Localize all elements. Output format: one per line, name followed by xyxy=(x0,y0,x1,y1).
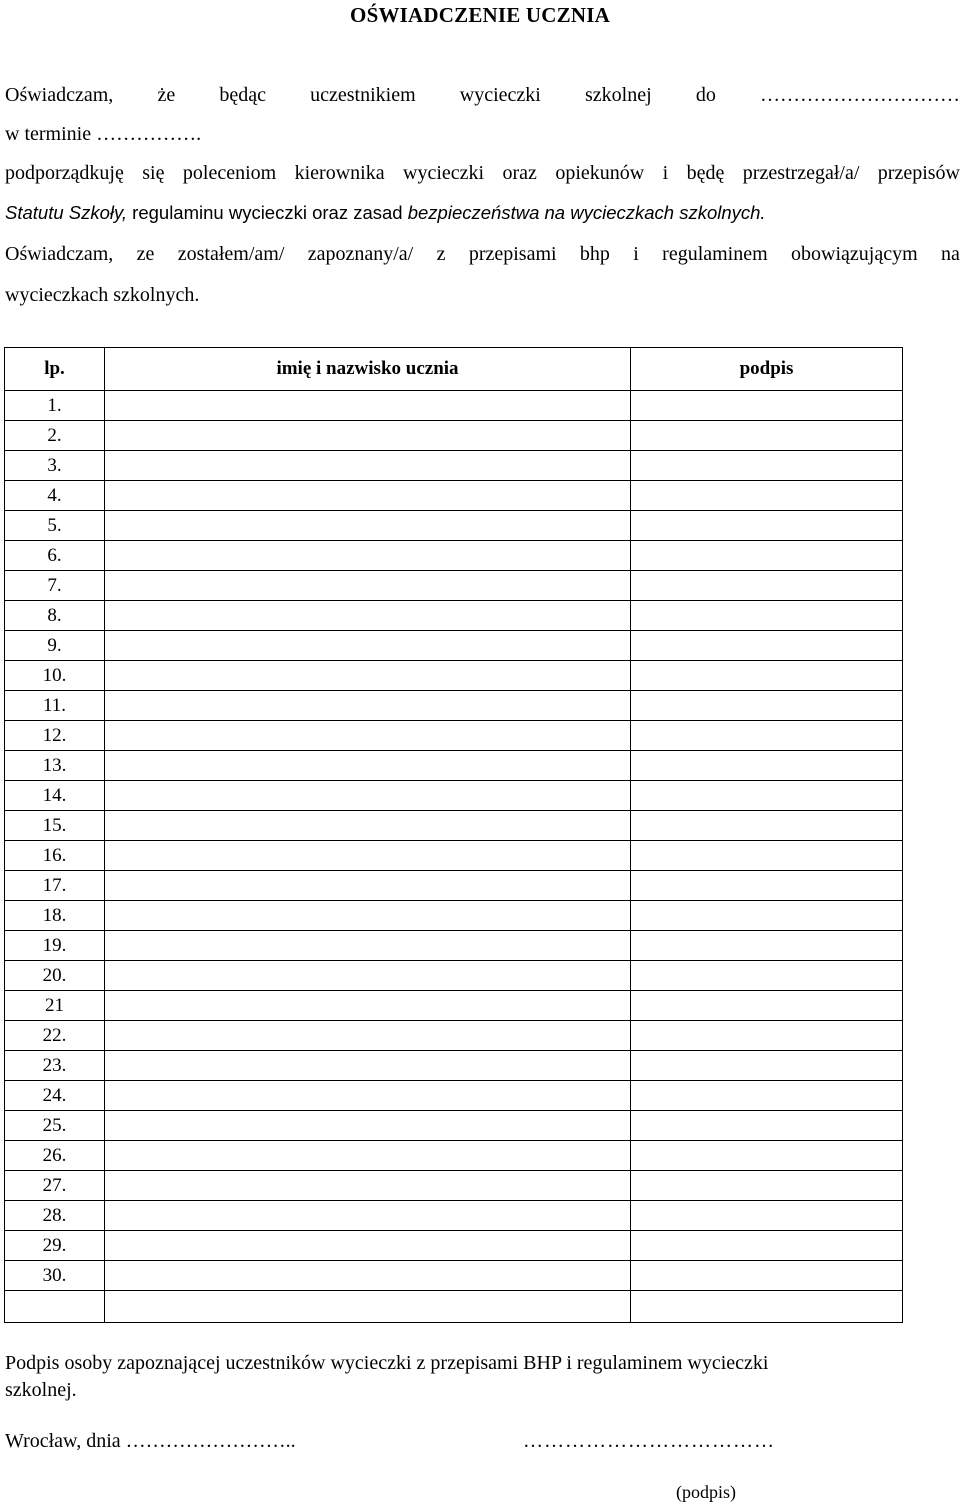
student-name-cell xyxy=(105,541,631,571)
row-number: 19. xyxy=(5,931,105,961)
student-name-cell xyxy=(105,691,631,721)
p2-word: bhp xyxy=(579,243,610,265)
table-row xyxy=(5,1291,903,1323)
row-number: 11. xyxy=(5,691,105,721)
student-signature-cell xyxy=(631,1081,903,1111)
table-row xyxy=(5,421,903,451)
p2-word: regulaminem xyxy=(662,243,768,265)
student-signature-cell xyxy=(631,511,903,541)
p2-word: ze xyxy=(136,243,155,265)
row-number: 21 xyxy=(5,991,105,1021)
student-name-cell xyxy=(105,481,631,511)
table-row xyxy=(5,451,903,481)
signature-intro: Podpis osoby zapoznającej uczestników wycieczki z przepisami BHP i regulaminem wycieczki szkolnej. xyxy=(5,1352,769,1401)
table-row xyxy=(5,1111,903,1141)
row-number: 18. xyxy=(5,901,105,931)
table-row xyxy=(5,901,903,931)
row-number: 24. xyxy=(5,1081,105,1111)
table-row xyxy=(5,1021,903,1051)
p1-word: do xyxy=(695,84,716,106)
student-name-cell xyxy=(105,931,631,961)
table-row xyxy=(5,1171,903,1201)
student-signature-cell xyxy=(631,1141,903,1171)
student-signature-cell xyxy=(631,1231,903,1261)
student-signature-cell xyxy=(631,901,903,931)
student-name-cell xyxy=(105,901,631,931)
student-signature-cell xyxy=(631,1171,903,1201)
student-signature-cell xyxy=(631,931,903,961)
student-signature-cell xyxy=(631,1291,903,1323)
table-row xyxy=(5,601,903,631)
student-signature-cell xyxy=(631,1111,903,1141)
row-number: 1. xyxy=(5,391,105,421)
student-signature-cell xyxy=(631,871,903,901)
student-signature-cell xyxy=(631,451,903,481)
student-name-cell xyxy=(105,721,631,751)
student-name-cell xyxy=(105,421,631,451)
row-number: 7. xyxy=(5,571,105,601)
student-name-cell xyxy=(105,1051,631,1081)
student-signature-cell xyxy=(631,721,903,751)
student-name-cell xyxy=(105,451,631,481)
row-number: 5. xyxy=(5,511,105,541)
table-row xyxy=(5,931,903,961)
student-name-cell xyxy=(105,751,631,781)
row-number: 10. xyxy=(5,661,105,691)
row-number: 29. xyxy=(5,1231,105,1261)
table-header-row xyxy=(5,348,903,391)
statement2-line-2: wycieczkach szkolnych. xyxy=(5,284,200,306)
student-name-cell xyxy=(105,781,631,811)
student-name-cell xyxy=(105,391,631,421)
row-number: 25. xyxy=(5,1111,105,1141)
student-signature-cell xyxy=(631,391,903,421)
student-signature-cell xyxy=(631,541,903,571)
p1-word: uczestnikiem xyxy=(310,84,416,106)
table-row xyxy=(5,631,903,661)
student-signature-cell xyxy=(631,751,903,781)
row-number: 13. xyxy=(5,751,105,781)
p1-word: ………………………… xyxy=(759,84,960,106)
p2-word: przepisami xyxy=(468,243,557,265)
row-number: 28. xyxy=(5,1201,105,1231)
p2-word: zapoznany/a/ xyxy=(307,243,414,265)
table-row xyxy=(5,511,903,541)
student-signature-cell xyxy=(631,601,903,631)
statement-line-3 xyxy=(5,161,960,185)
p2-word: obowiązującym xyxy=(791,243,918,265)
table-row xyxy=(5,991,903,1021)
student-signature-cell xyxy=(631,691,903,721)
p1-word: że xyxy=(157,84,176,106)
student-name-cell xyxy=(105,511,631,541)
table-row xyxy=(5,691,903,721)
row-number: 2. xyxy=(5,421,105,451)
table-row xyxy=(5,721,903,751)
statement2-line-1 xyxy=(5,242,960,266)
student-signature-cell xyxy=(631,841,903,871)
row-number: 22. xyxy=(5,1021,105,1051)
student-name-cell xyxy=(105,1141,631,1171)
student-name-cell xyxy=(105,991,631,1021)
table-row xyxy=(5,811,903,841)
student-signature-cell xyxy=(631,811,903,841)
student-name-cell xyxy=(105,841,631,871)
statement-line-3-text: podporządkuję się poleceniom kierownika wycieczki oraz opiekunów i będę przestrzegał/a/ przepisów xyxy=(5,162,960,184)
statute-text: Statutu Szkoły, xyxy=(5,202,128,223)
student-name-cell xyxy=(105,1201,631,1231)
student-signature-cell xyxy=(631,961,903,991)
table-row xyxy=(5,1051,903,1081)
regulations-text: regulaminu wycieczki oraz zasad xyxy=(127,202,408,223)
term-line: w terminie ……………. xyxy=(5,123,202,145)
p2-word: zostałem/am/ xyxy=(177,243,285,265)
p2-word: z xyxy=(436,243,446,265)
p2-word: i xyxy=(633,243,639,265)
student-name-cell xyxy=(105,811,631,841)
safety-text: bezpieczeństwa na wycieczkach szkolnych. xyxy=(407,202,766,223)
student-signature-cell xyxy=(631,781,903,811)
table-row xyxy=(5,1081,903,1111)
statement-line-4 xyxy=(5,201,766,225)
document-title: OŚWIADCZENIE UCZNIA xyxy=(350,3,610,27)
p2-word: na xyxy=(941,243,960,265)
student-name-cell xyxy=(105,871,631,901)
table-row xyxy=(5,1201,903,1231)
signature-caption: (podpis) xyxy=(676,1482,736,1502)
row-number: 4. xyxy=(5,481,105,511)
table-row xyxy=(5,781,903,811)
student-signature-cell xyxy=(631,1021,903,1051)
student-name-cell xyxy=(105,571,631,601)
row-number: 6. xyxy=(5,541,105,571)
student-name-cell xyxy=(105,961,631,991)
table-row xyxy=(5,871,903,901)
table-row xyxy=(5,661,903,691)
students-table xyxy=(4,347,903,1323)
table-row xyxy=(5,541,903,571)
table-row xyxy=(5,1231,903,1261)
table-row xyxy=(5,1261,903,1291)
student-name-cell xyxy=(105,1081,631,1111)
row-number: 3. xyxy=(5,451,105,481)
header-lp: lp. xyxy=(5,348,105,391)
row-number: 20. xyxy=(5,961,105,991)
student-signature-cell xyxy=(631,1051,903,1081)
student-name-cell xyxy=(105,1231,631,1261)
student-name-cell xyxy=(105,1261,631,1291)
student-name-cell xyxy=(105,661,631,691)
student-signature-cell xyxy=(631,1201,903,1231)
row-number: 17. xyxy=(5,871,105,901)
row-number: 8. xyxy=(5,601,105,631)
student-signature-cell xyxy=(631,991,903,1021)
row-number: 27. xyxy=(5,1171,105,1201)
student-name-cell xyxy=(105,631,631,661)
student-signature-cell xyxy=(631,1261,903,1291)
table-row xyxy=(5,1141,903,1171)
table-row xyxy=(5,841,903,871)
row-number: 9. xyxy=(5,631,105,661)
row-number: 26. xyxy=(5,1141,105,1171)
p2-word: Oświadczam, xyxy=(5,243,114,265)
student-signature-cell xyxy=(631,421,903,451)
table-row xyxy=(5,961,903,991)
p1-word: Oświadczam, xyxy=(5,84,114,106)
student-name-cell xyxy=(105,1291,631,1323)
student-signature-cell xyxy=(631,661,903,691)
table-row xyxy=(5,391,903,421)
student-signature-cell xyxy=(631,481,903,511)
statement-line-1 xyxy=(5,83,960,107)
table-row xyxy=(5,751,903,781)
student-name-cell xyxy=(105,1171,631,1201)
place-date-line: Wrocław, dnia …………………….. xyxy=(5,1430,296,1452)
row-number xyxy=(5,1291,105,1323)
header-name: imię i nazwisko ucznia xyxy=(105,348,631,391)
p1-word: wycieczki xyxy=(459,84,541,106)
row-number: 30. xyxy=(5,1261,105,1291)
student-signature-cell xyxy=(631,631,903,661)
header-signature: podpis xyxy=(631,348,903,391)
p1-word: będąc xyxy=(219,84,266,106)
student-name-cell xyxy=(105,601,631,631)
row-number: 14. xyxy=(5,781,105,811)
row-number: 16. xyxy=(5,841,105,871)
student-signature-cell xyxy=(631,571,903,601)
row-number: 23. xyxy=(5,1051,105,1081)
student-name-cell xyxy=(105,1021,631,1051)
row-number: 15. xyxy=(5,811,105,841)
table-row xyxy=(5,571,903,601)
row-number: 12. xyxy=(5,721,105,751)
table-row xyxy=(5,481,903,511)
p1-word: szkolnej xyxy=(585,84,652,106)
student-name-cell xyxy=(105,1111,631,1141)
signature-line: ……………………………… xyxy=(523,1430,775,1452)
